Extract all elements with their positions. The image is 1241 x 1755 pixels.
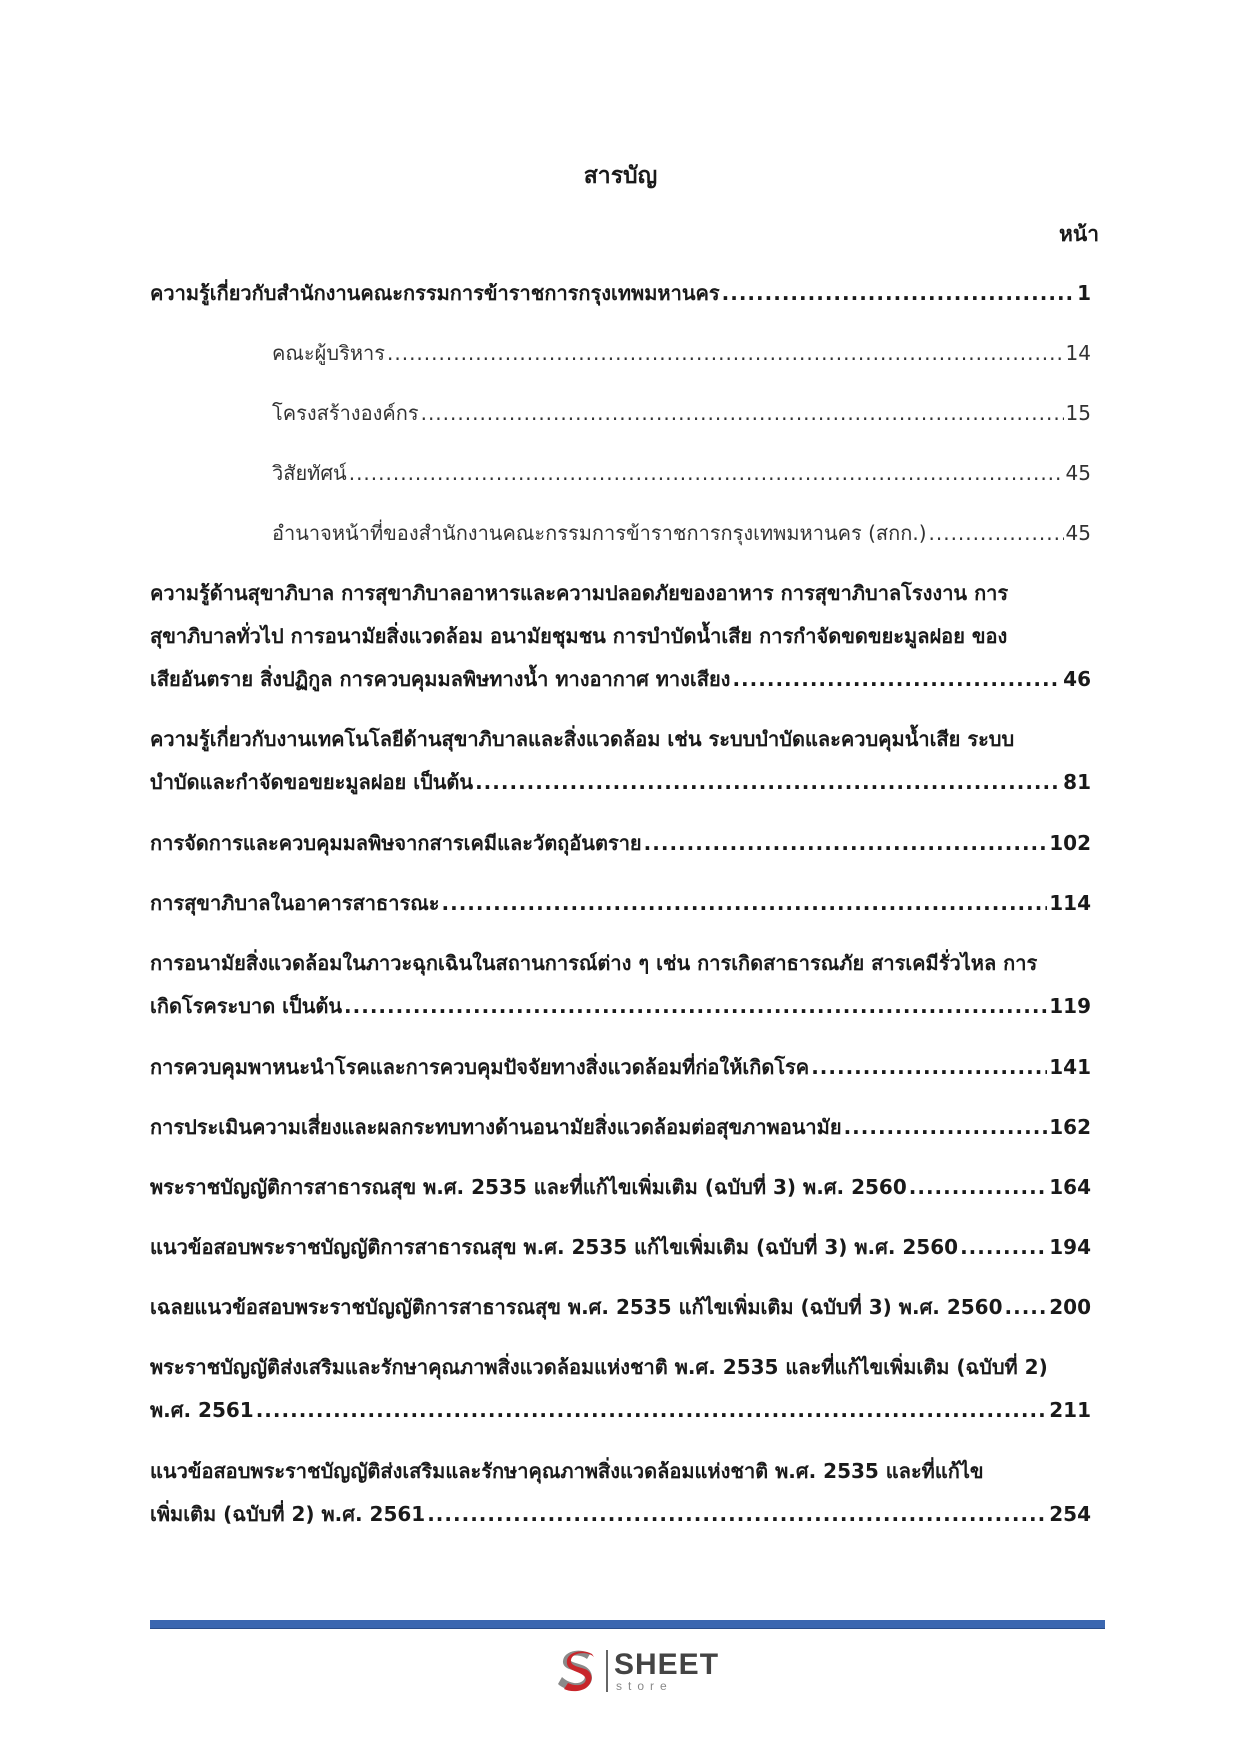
dot-leader <box>929 512 1064 555</box>
toc-entry-line: สุขาภิบาลทั่วไป การอนามัยสิ่งแวดล้อม อนามัยชุมชน การบำบัดน้ำเสีย การกำจัดขดขยะมูลฝอย ของ <box>150 624 1008 648</box>
toc-entry-text: วิสัยทัศน์ <box>272 461 347 485</box>
toc-page-number: 194 <box>1049 1235 1091 1259</box>
toc-entry[interactable] <box>150 1106 1091 1149</box>
toc-entry-text: โครงสร้างองค์กร <box>272 401 419 425</box>
toc-page-number: 119 <box>1049 994 1091 1018</box>
dot-leader <box>644 822 1048 865</box>
toc-entry-text: เพิ่มเติม (ฉบับที่ 2) พ.ศ. 2561 <box>150 1502 426 1526</box>
dot-leader <box>387 332 1064 375</box>
toc-entry-text: คณะผู้บริหาร <box>272 341 385 365</box>
dot-leader <box>427 1493 1047 1536</box>
toc-subentry[interactable] <box>272 452 1091 495</box>
footer-rule <box>150 1620 1105 1629</box>
toc-entry[interactable] <box>150 1166 1091 1209</box>
toc-entry-line: การอนามัยสิ่งแวดล้อมในภาวะฉุกเฉินในสถานการณ์ต่าง ๆ เช่น การเกิดสาธารณภัย สารเคมีรั่วไหล การ <box>150 951 1038 975</box>
toc-page-number: 200 <box>1049 1295 1091 1319</box>
toc-entry[interactable] <box>150 882 1091 925</box>
toc-entry-line: แนวข้อสอบพระราชบัญญัติส่งเสริมและรักษาคุณภาพสิ่งแวดล้อมแห่งชาติ พ.ศ. 2535 และที่แก้ไข <box>150 1459 984 1483</box>
sheet-store-logo <box>552 1643 732 1699</box>
dot-leader <box>442 882 1048 925</box>
toc-entry[interactable] <box>150 272 1091 315</box>
toc-entry-line: ความรู้ด้านสุขาภิบาล การสุขาภิบาลอาหารและความปลอดภัยของอาหาร การสุขาภิบาลโรงงาน การ <box>150 581 1009 605</box>
toc-page-number: 15 <box>1065 401 1091 425</box>
toc-entry[interactable] <box>150 718 1091 804</box>
toc-entry[interactable] <box>150 942 1091 1028</box>
toc-entry[interactable] <box>150 1046 1091 1089</box>
dot-leader <box>344 985 1047 1028</box>
toc-entry-text: บำบัดและกำจัดขอขยะมูลฝอย เป็นต้น <box>150 770 474 794</box>
toc-page-number: 162 <box>1049 1115 1091 1139</box>
toc-entry-text: ความรู้เกี่ยวกับสำนักงานคณะกรรมการข้าราชการกรุงเทพมหานคร <box>150 281 720 305</box>
toc-entry-text: พ.ศ. 2561 <box>150 1398 254 1422</box>
toc-entry-text: การประเมินความเสี่ยงและผลกระทบทางด้านอนามัยสิ่งแวดล้อมต่อสุขภาพอนามัย <box>150 1115 842 1139</box>
toc-entry-text: การสุขาภิบาลในอาคารสาธารณะ <box>150 891 440 915</box>
toc-subentry[interactable] <box>272 392 1091 435</box>
toc-page-number: 114 <box>1049 891 1091 915</box>
toc-entry-text: อำนาจหน้าที่ของสำนักงานคณะกรรมการข้าราชการกรุงเทพมหานคร (สกก.) <box>272 521 927 545</box>
dot-leader <box>909 1166 1048 1209</box>
dot-leader <box>960 1226 1047 1269</box>
toc-page-number: 45 <box>1065 461 1091 485</box>
dot-leader <box>811 1046 1047 1089</box>
toc-entry-text: พระราชบัญญัติการสาธารณสุข พ.ศ. 2535 และที่แก้ไขเพิ่มเติม (ฉบับที่ 3) พ.ศ. 2560 <box>150 1175 907 1199</box>
toc-entry-text: เฉลยแนวข้อสอบพระราชบัญญัติการสาธารณสุข พ.ศ. 2535 แก้ไขเพิ่มเติม (ฉบับที่ 3) พ.ศ. 2560 <box>150 1295 1003 1319</box>
dot-leader <box>1005 1286 1048 1329</box>
logo-subword: store <box>616 1679 673 1693</box>
toc-page-number: 46 <box>1063 667 1091 691</box>
toc-entry-text: การควบคุมพาหนะนำโรคและการควบคุมปัจจัยทางสิ่งแวดล้อมที่ก่อให้เกิดโรค <box>150 1055 810 1079</box>
toc-page-number: 254 <box>1049 1502 1091 1526</box>
sheet-store-s-icon <box>552 1646 602 1696</box>
toc-entry-text: เกิดโรคระบาด เป็นต้น <box>150 994 343 1018</box>
toc-entry-line: พระราชบัญญัติส่งเสริมและรักษาคุณภาพสิ่งแวดล้อมแห่งชาติ พ.ศ. 2535 และที่แก้ไขเพิ่มเติม (ฉบับที่ 2) <box>150 1355 1048 1379</box>
toc-page-number: 1 <box>1077 281 1091 305</box>
logo-text <box>614 1650 719 1692</box>
dot-leader <box>722 272 1075 315</box>
toc-subentry[interactable] <box>272 332 1091 375</box>
page-column-header: หน้า <box>1059 222 1099 246</box>
toc-subentry[interactable] <box>272 512 1091 555</box>
dot-leader <box>732 658 1061 701</box>
logo-separator <box>606 1650 608 1692</box>
toc-page-number: 45 <box>1065 521 1091 545</box>
toc-entry-line: ความรู้เกี่ยวกับงานเทคโนโลยีด้านสุขาภิบาลและสิ่งแวดล้อม เช่น ระบบบำบัดและควบคุมน้ำเสีย ระบบ <box>150 727 1015 751</box>
dot-leader <box>475 761 1061 804</box>
toc-title: สารบัญ <box>583 163 658 189</box>
toc-entry[interactable] <box>150 1450 1091 1536</box>
toc-entry-text: การจัดการและควบคุมมลพิษจากสารเคมีและวัตถุอันตราย <box>150 831 642 855</box>
toc-entry-text: เสียอันตราย สิ่งปฏิกูล การควบคุมมลพิษทางน้ำ ทางอากาศ ทางเสียง <box>150 667 731 691</box>
toc-entry[interactable] <box>150 822 1091 865</box>
toc-entry[interactable] <box>150 572 1091 701</box>
toc-entry-text: แนวข้อสอบพระราชบัญญัติการสาธารณสุข พ.ศ. 2535 แก้ไขเพิ่มเติม (ฉบับที่ 3) พ.ศ. 2560 <box>150 1235 959 1259</box>
dot-leader <box>256 1389 1048 1432</box>
dot-leader <box>349 452 1064 495</box>
toc-page-number: 211 <box>1049 1398 1091 1422</box>
toc-entry[interactable] <box>150 1286 1091 1329</box>
toc-page-number: 14 <box>1065 341 1091 365</box>
toc-entry[interactable] <box>150 1346 1091 1432</box>
toc-page-number: 81 <box>1063 770 1091 794</box>
toc-entry[interactable] <box>150 1226 1091 1269</box>
logo-word: SHEET <box>614 1648 720 1681</box>
toc-page-number: 141 <box>1049 1055 1091 1079</box>
dot-leader <box>421 392 1064 435</box>
toc-page-number: 102 <box>1049 831 1091 855</box>
dot-leader <box>844 1106 1048 1149</box>
toc-page-number: 164 <box>1049 1175 1091 1199</box>
